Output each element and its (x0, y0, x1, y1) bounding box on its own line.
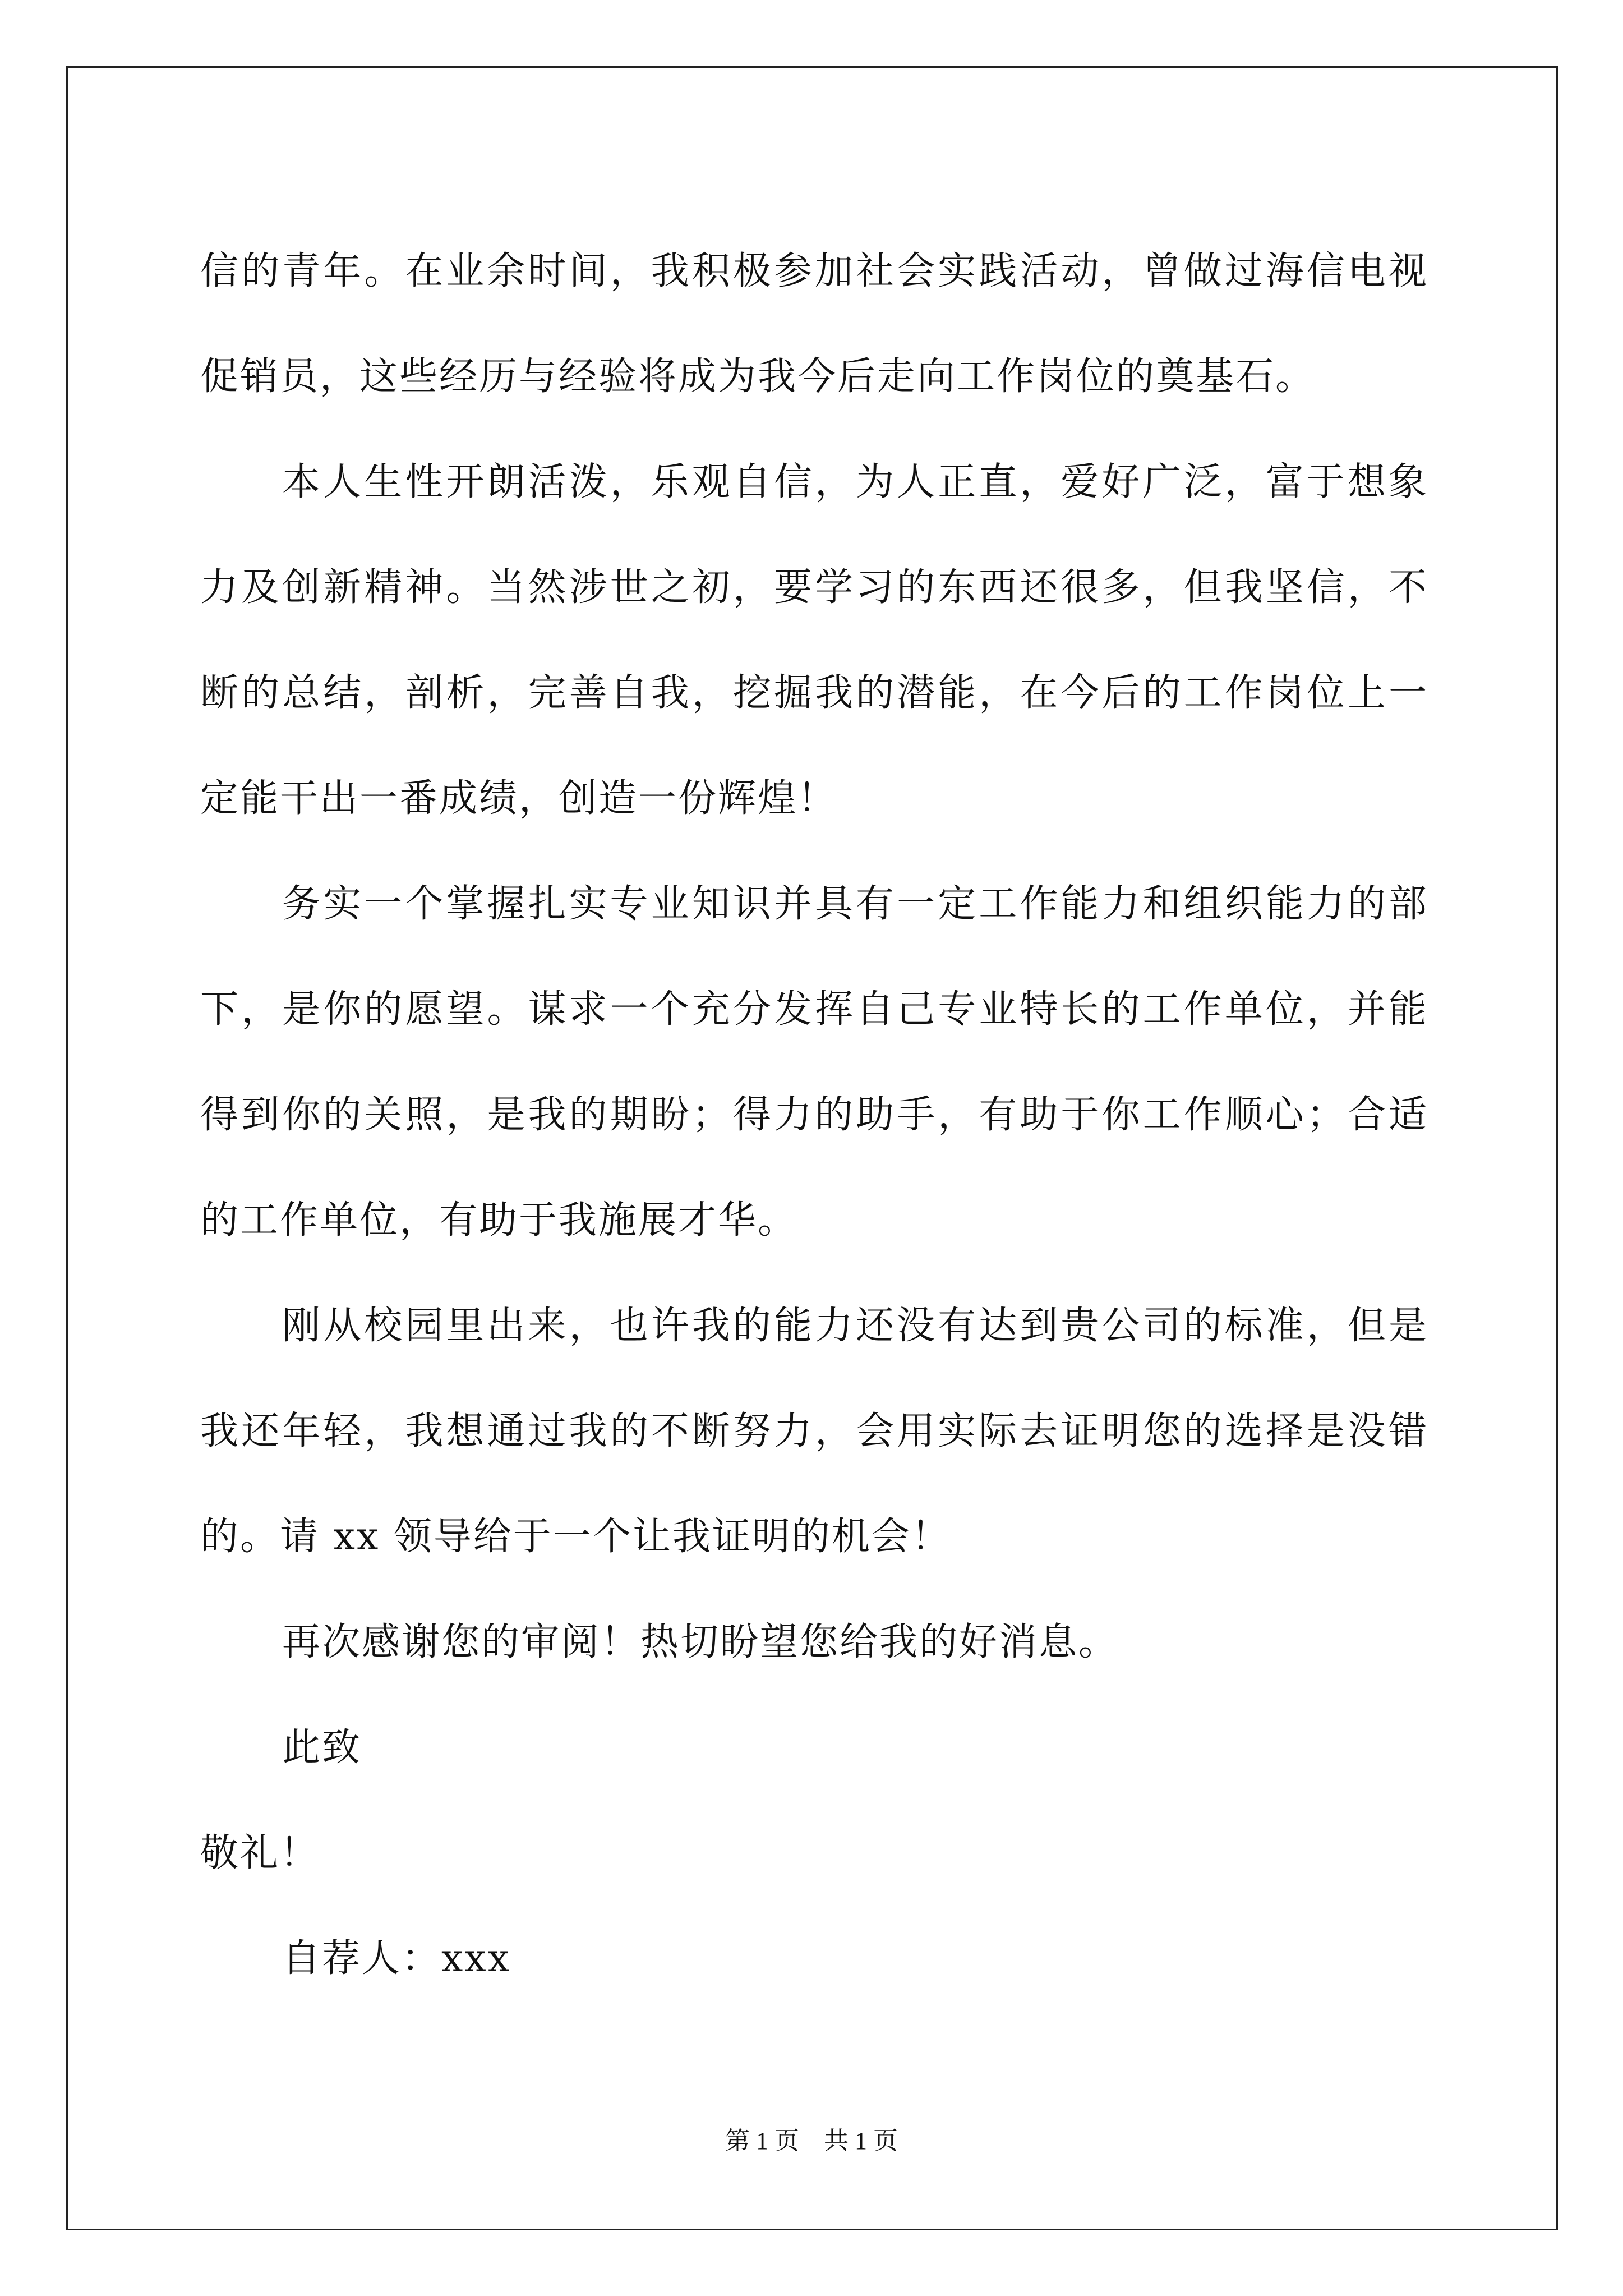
signature: 自荐人：xxx (282, 1936, 511, 1981)
page-number-total: 共 1 页 (824, 2127, 898, 2155)
paragraph-3: 务实一个掌握扎实专业知识并具有一定工作能力和组织能力的部下，是你的愿望。谋求一个充分发挥自己专业特长的工作单位，并能得到你的关照，是我的期盼；得力的助手，有助于你工作顺心；合适的工作单位，有助于我施展才华。 (200, 882, 1428, 1243)
closing-regards: 敬礼！ (200, 1831, 320, 1875)
page-footer (0, 2120, 1623, 2156)
paragraph-5: 再次感谢您的审阅！热切盼望您给我的好消息。 (282, 1620, 1119, 1664)
paragraph-2: 本人生性开朗活泼，乐观自信，为人正直，爱好广泛，富于想象力及创新精神。当然涉世之初，要学习的东西还很多，但我坚信，不断的总结，剖析，完善自我，挖掘我的潜能，在今后的工作岗位上一定能干出一番成绩，创造一份辉煌！ (200, 460, 1428, 821)
paragraph-4: 刚从校园里出来，也许我的能力还没有达到贵公司的标准，但是我还年轻，我想通过我的不断努力，会用实际去证明您的选择是没错的。请 xx 领导给于一个让我证明的机会！ (200, 1304, 1428, 1559)
paragraph-1: 信的青年。在业余时间，我积极参加社会实践活动，曾做过海信电视促销员，这些经历与经验将成为我今后走向工作岗位的奠基石。 (200, 249, 1428, 399)
letter-body (200, 219, 1428, 2012)
closing-salutation: 此致 (282, 1726, 362, 1770)
page-number-current: 第 1 页 (725, 2127, 799, 2155)
